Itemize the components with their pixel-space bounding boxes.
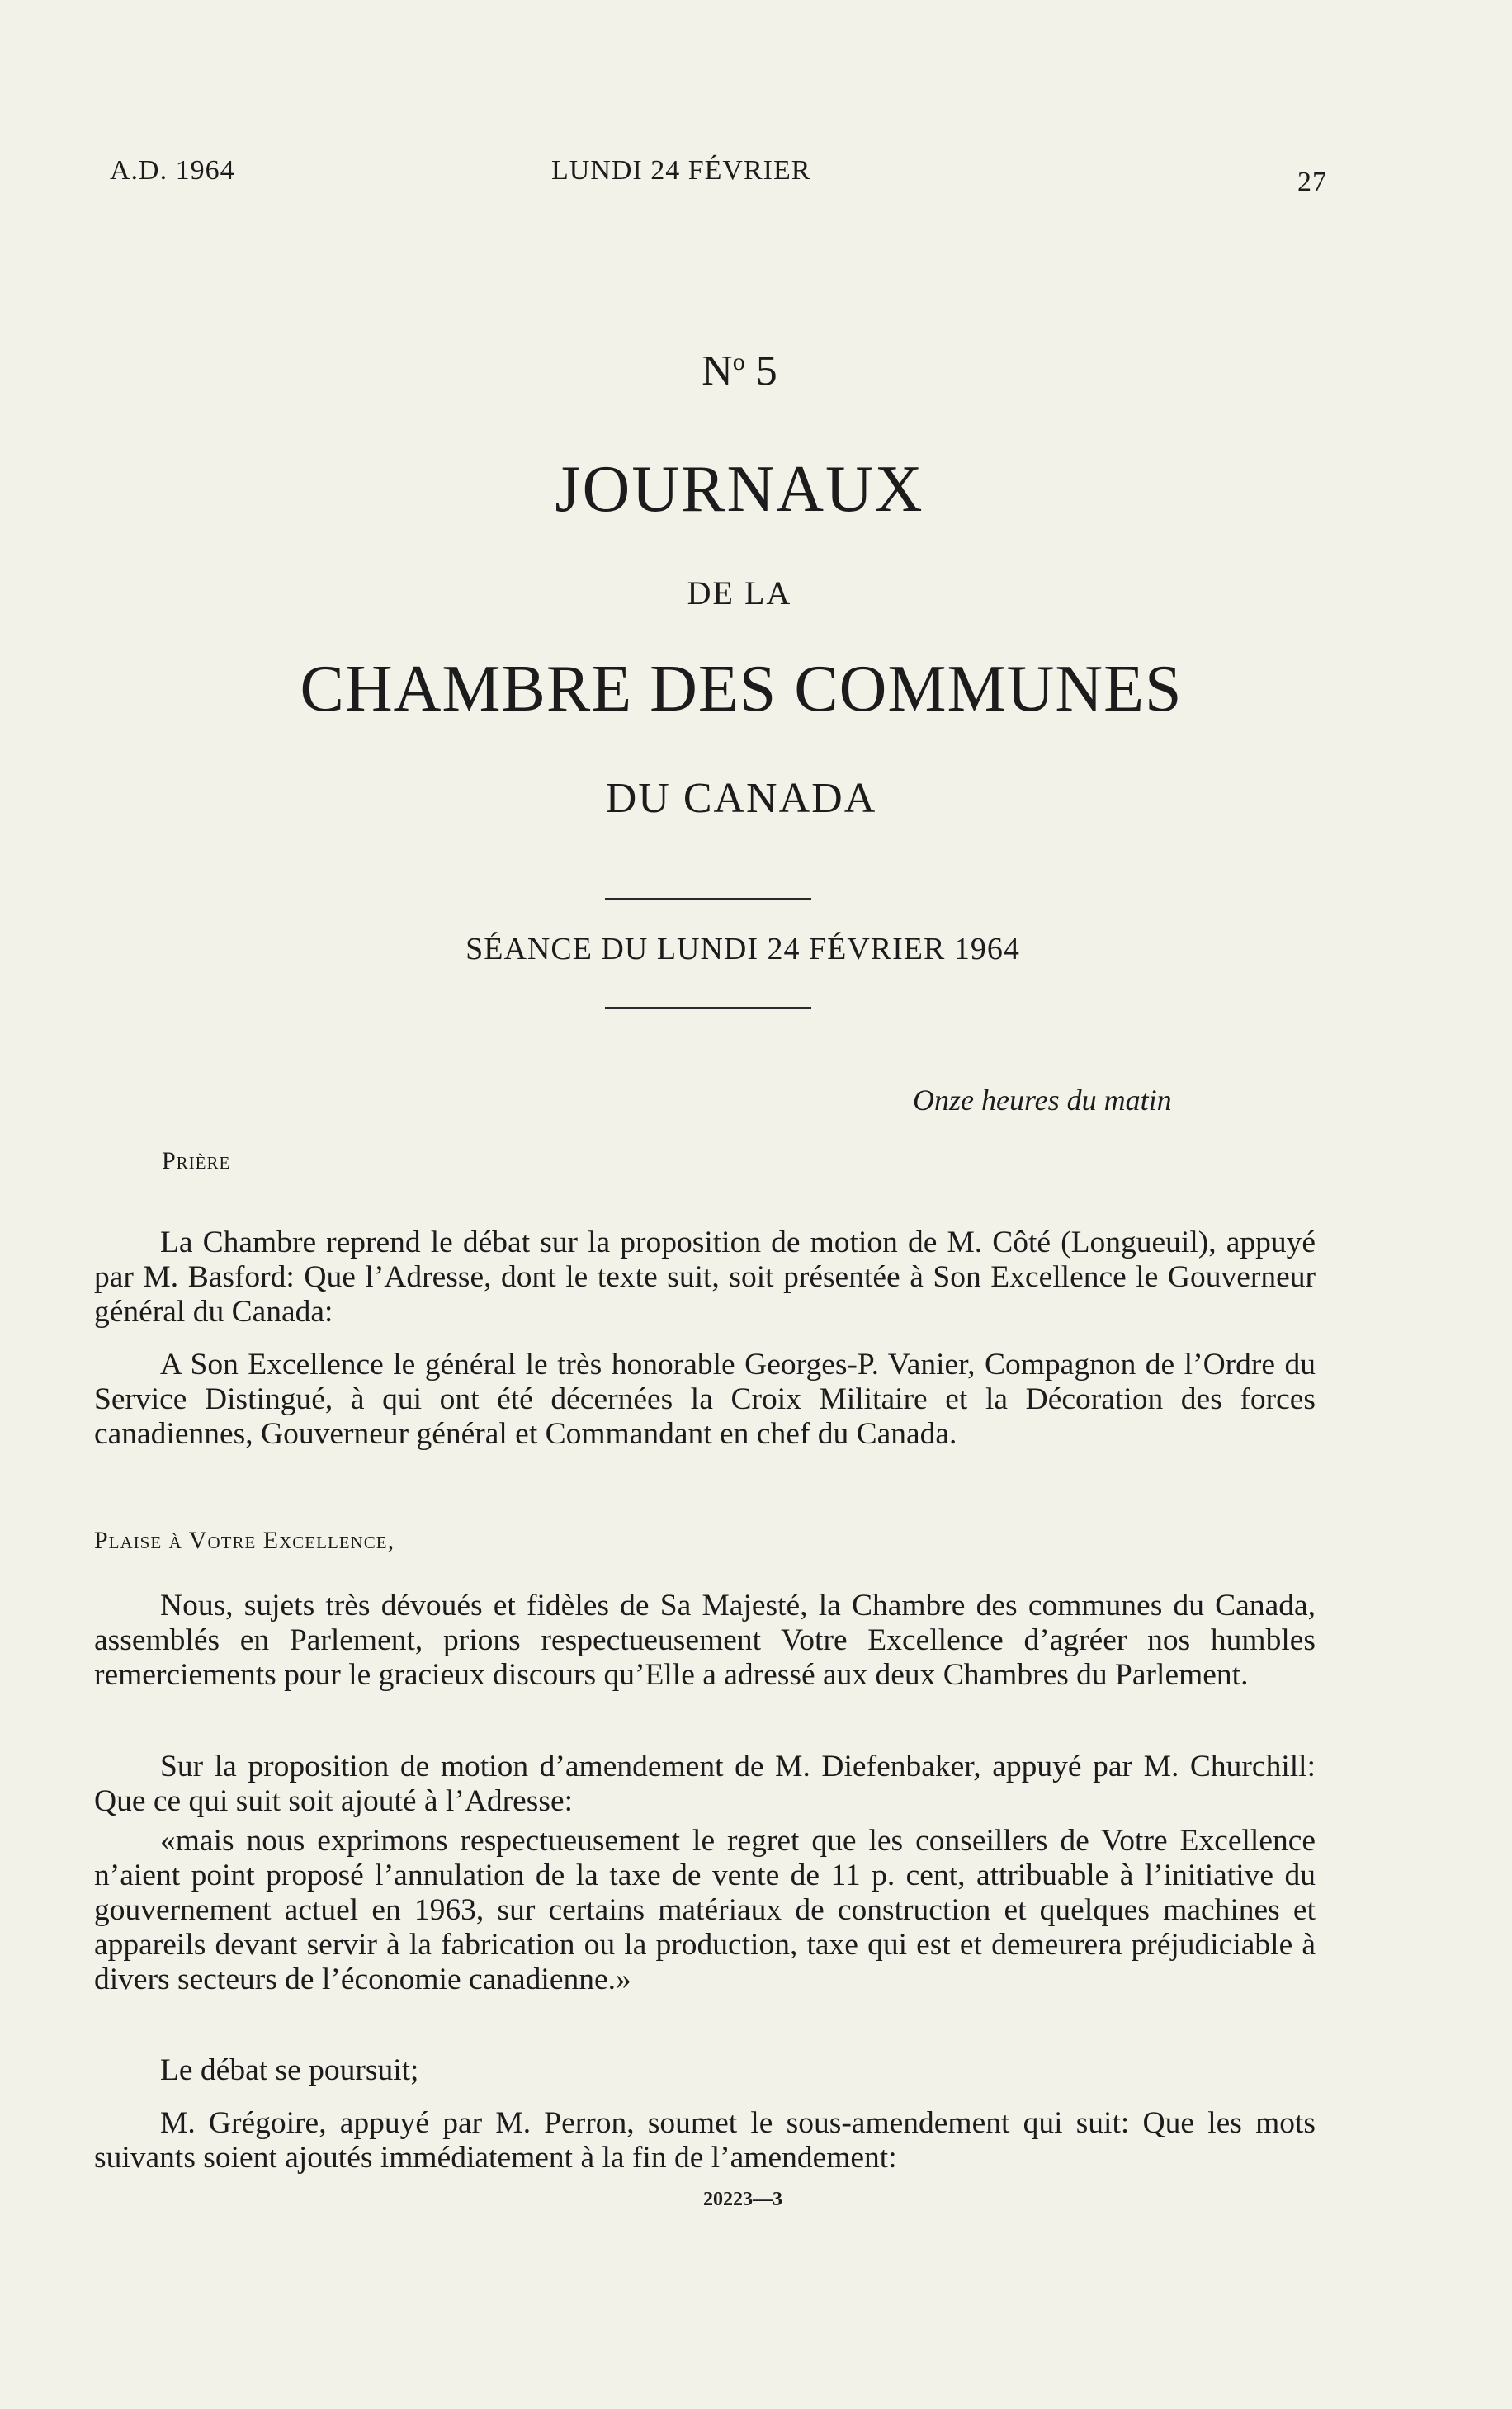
title-journaux: JOURNAUX xyxy=(555,453,924,526)
header-date: LUNDI 24 FÉVRIER xyxy=(551,155,811,186)
paragraph: M. Grégoire, appuyé par M. Perron, soumet le sous-amendement qui suit: Que les mots suivants soient ajoutés immédiatement à la fin de l’amendement: xyxy=(94,2106,1316,2175)
paragraph: La Chambre reprend le débat sur la proposition de motion de M. Côté (Longueuil), appuyé par M. Basford: Que l’Adresse, dont le texte suit, soit présentée à Son Excellence le Gouverneur général du Canada: xyxy=(94,1226,1316,1329)
issue-number: $N^o$ 5 xyxy=(702,347,777,394)
title-chambre: CHAMBRE DES COMMUNES xyxy=(300,653,1183,725)
section-priere: Prière xyxy=(162,1147,231,1174)
divider-rule xyxy=(605,898,811,900)
running-header xyxy=(0,155,1512,196)
session-time: Onze heures du matin xyxy=(913,1084,1172,1117)
quoted-amendment: «mais nous exprimons respectueusement le regret que les conseillers de Votre Excellence n’aient point proposé l’annulation de la taxe de vente de 11 p. cent, attribuable à l’initiative du gouvernement actuel en 1963, sur certains matériaux de construction et quelques machines et appareils devant servir à la fabrication ou la production, taxe qui est et demeurera préjudiciable à divers secteurs de l’économie canadienne.» xyxy=(94,1824,1316,1996)
printer-code: 20223—3 xyxy=(703,2189,782,2210)
page-number: 27 xyxy=(1297,167,1327,197)
header-year: A.D. 1964 xyxy=(110,155,235,186)
session-title: SÉANCE DU LUNDI 24 FÉVRIER 1964 xyxy=(465,932,1020,966)
paragraph: Nous, sujets très dévoués et fidèles de Sa Majesté, la Chambre des communes du Canada, assemblés en Parlement, prions respectueusement Votre Excellence d’agréer nos humbles remerciements pour le gracieux discours qu’Elle a adressé aux deux Chambres du Parlement. xyxy=(94,1589,1316,1692)
paragraph: Le débat se poursuit; xyxy=(160,2053,419,2087)
paragraph: A Son Excellence le général le très honorable Georges-P. Vanier, Compagnon de l’Ordre du Service Distingué, à qui ont été décernées la Croix Militaire et la Décoration des forces canadiennes, Gouverneur général et Commandant en chef du Canada. xyxy=(94,1348,1316,1451)
title-de-la: DE LA xyxy=(687,574,792,612)
paragraph: Sur la proposition de motion d’amendement de M. Diefenbaker, appuyé par M. Churchill: Que ce qui suit soit ajouté à l’Adresse: xyxy=(94,1750,1316,1818)
salutation: Plaise à Votre Excellence, xyxy=(94,1527,395,1554)
divider-rule xyxy=(605,1007,811,1009)
title-du-canada: DU CANADA xyxy=(605,775,877,822)
